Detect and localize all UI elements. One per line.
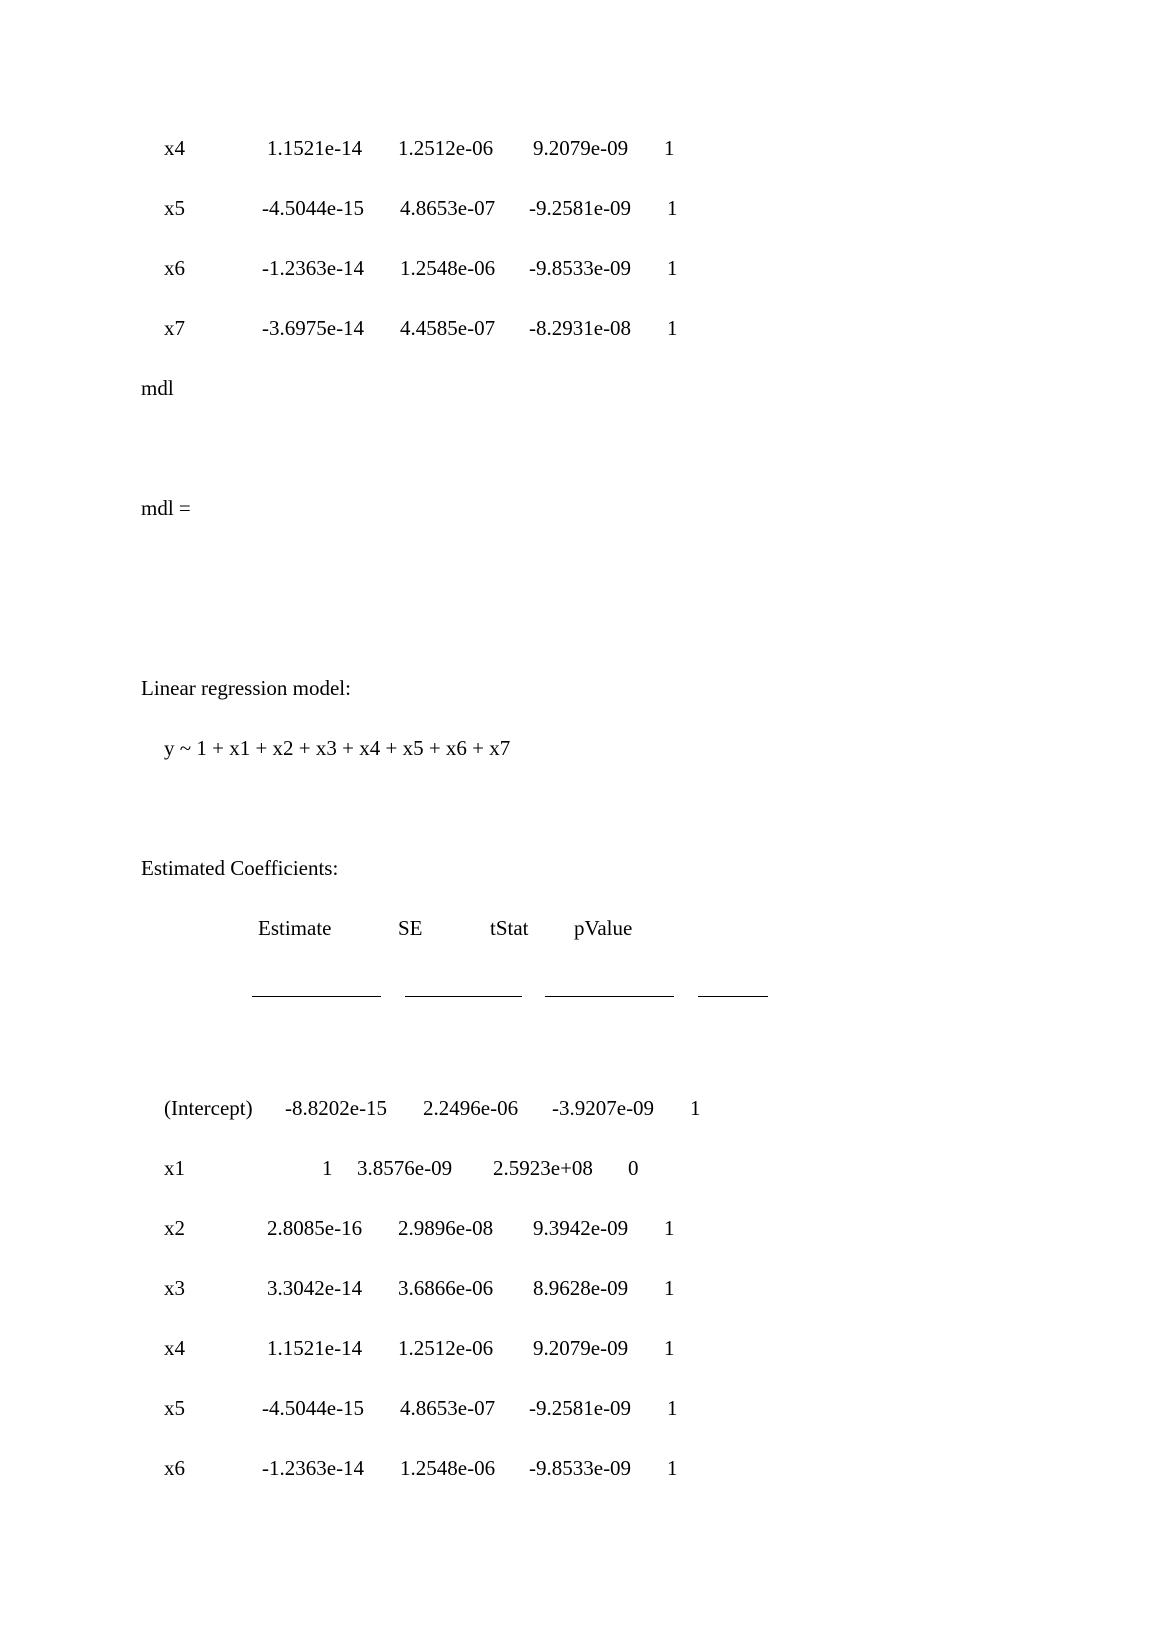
- row-name: x3: [164, 1276, 185, 1300]
- row-se: 2.2496e-06: [423, 1096, 519, 1120]
- row-estimate: 3.3042e-14: [267, 1276, 363, 1300]
- row-estimate: -1.2363e-14: [262, 256, 365, 280]
- row-name: x4: [164, 136, 185, 160]
- row-estimate: -4.5044e-15: [262, 1396, 365, 1420]
- row-se: 4.8653e-07: [400, 1396, 496, 1420]
- header-estimate: Estimate: [258, 916, 332, 940]
- underline-tstat: [545, 996, 674, 997]
- model-heading: Linear regression model:: [141, 676, 351, 700]
- coefficients-heading: Estimated Coefficients:: [141, 856, 339, 880]
- row-se: 1.2512e-06: [398, 136, 494, 160]
- row-tstat: -9.2581e-09: [529, 196, 632, 220]
- row-name: x7: [164, 316, 185, 340]
- row-pvalue: 1: [664, 1276, 675, 1300]
- row-name: x2: [164, 1216, 185, 1240]
- row-estimate: 1.1521e-14: [267, 136, 363, 160]
- row-tstat: -9.2581e-09: [529, 1396, 632, 1420]
- row-pvalue: 1: [667, 316, 678, 340]
- row-pvalue: 0: [628, 1156, 639, 1180]
- row-tstat: -9.8533e-09: [529, 256, 632, 280]
- row-pvalue: 1: [667, 196, 678, 220]
- command-mdl: mdl: [141, 376, 174, 400]
- row-tstat: 2.5923e+08: [493, 1156, 593, 1180]
- row-se: 1.2512e-06: [398, 1336, 494, 1360]
- row-estimate: -8.8202e-15: [285, 1096, 388, 1120]
- row-pvalue: 1: [664, 1216, 675, 1240]
- row-estimate: -4.5044e-15: [262, 196, 365, 220]
- row-estimate: 1: [322, 1156, 333, 1180]
- row-tstat: -9.8533e-09: [529, 1456, 632, 1480]
- row-name: (Intercept): [164, 1096, 253, 1120]
- row-se: 3.6866e-06: [398, 1276, 494, 1300]
- row-se: 1.2548e-06: [400, 256, 496, 280]
- row-se: 3.8576e-09: [357, 1156, 453, 1180]
- row-estimate: -3.6975e-14: [262, 316, 365, 340]
- row-name: x6: [164, 1456, 185, 1480]
- header-se: SE: [398, 916, 423, 940]
- row-tstat: 9.3942e-09: [533, 1216, 629, 1240]
- row-name: x5: [164, 196, 185, 220]
- row-pvalue: 1: [690, 1096, 701, 1120]
- row-estimate: 2.8085e-16: [267, 1216, 363, 1240]
- underline-pvalue: [698, 996, 768, 997]
- row-se: 2.9896e-08: [398, 1216, 494, 1240]
- row-estimate: 1.1521e-14: [267, 1336, 363, 1360]
- row-name: x4: [164, 1336, 185, 1360]
- header-tstat: tStat: [490, 916, 529, 940]
- row-pvalue: 1: [664, 1336, 675, 1360]
- row-pvalue: 1: [667, 1396, 678, 1420]
- row-tstat: -3.9207e-09: [552, 1096, 655, 1120]
- row-pvalue: 1: [664, 136, 675, 160]
- row-tstat: 9.2079e-09: [533, 136, 629, 160]
- row-tstat: 8.9628e-09: [533, 1276, 629, 1300]
- row-tstat: 9.2079e-09: [533, 1336, 629, 1360]
- row-estimate: -1.2363e-14: [262, 1456, 365, 1480]
- row-tstat: -8.2931e-08: [529, 316, 632, 340]
- header-pvalue: pValue: [574, 916, 633, 940]
- model-formula: y ~ 1 + x1 + x2 + x3 + x4 + x5 + x6 + x7: [164, 736, 511, 760]
- row-se: 1.2548e-06: [400, 1456, 496, 1480]
- row-pvalue: 1: [667, 256, 678, 280]
- row-se: 4.8653e-07: [400, 196, 496, 220]
- row-pvalue: 1: [667, 1456, 678, 1480]
- mdl-assignment: mdl =: [141, 496, 191, 520]
- row-name: x6: [164, 256, 185, 280]
- row-se: 4.4585e-07: [400, 316, 496, 340]
- row-name: x1: [164, 1156, 185, 1180]
- row-name: x5: [164, 1396, 185, 1420]
- underline-se: [405, 996, 522, 997]
- underline-estimate: [252, 996, 381, 997]
